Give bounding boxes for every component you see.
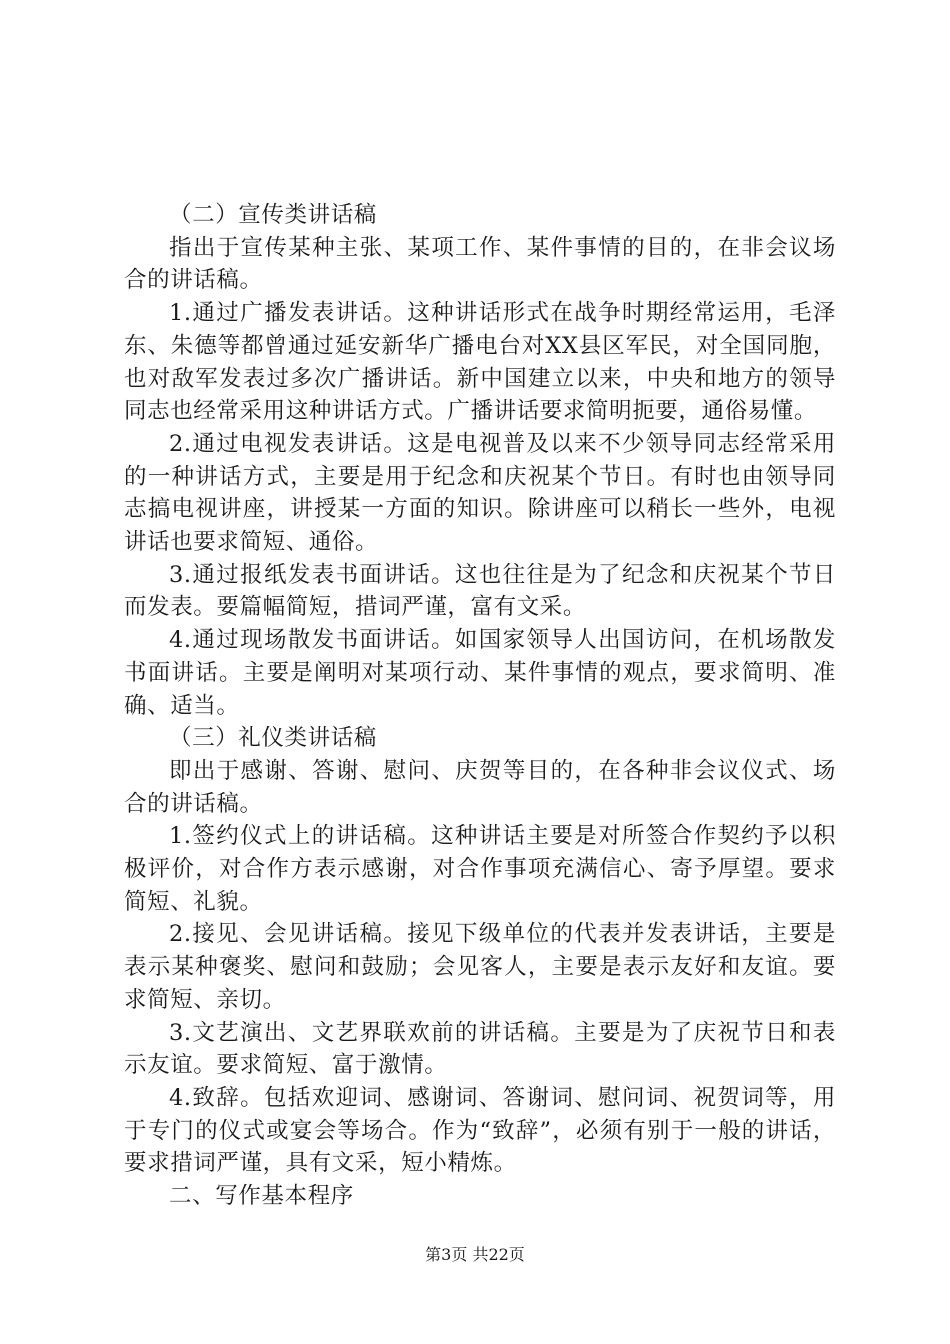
paragraph: 2.接见、会见讲话稿。接见下级单位的代表并发表讲话，主要是表示某种褒奖、慰问和鼓励；会见客人，主要是表示友好和友谊。要求简短、亲切。 xyxy=(124,921,836,1013)
section-heading-etiquette: （三）礼仪类讲话稿 xyxy=(169,725,377,752)
paragraph: 1.签约仪式上的讲话稿。这种讲话主要是对所签合作契约予以积极评价，对合作方表示感谢，对合作事项充满信心、寄予厚望。要求简短、礼貌。 xyxy=(124,823,836,915)
paragraph: 4.致辞。包括欢迎词、感谢词、答谢词、慰问词、祝贺词等，用于专门的仪式或宴会等场合。作为“致辞”，必须有别于一般的讲话，要求措词严谨，具有文采，短小精炼。 xyxy=(124,1084,836,1177)
paragraph: 3.通过报纸发表书面讲话。这也往往是为了纪念和庆祝某个节日而发表。要篇幅简短，措词严谨，富有文采。 xyxy=(124,561,836,621)
section-heading-writing-procedure: 二、写作基本程序 xyxy=(169,1183,354,1210)
page-number-footer: 第3页 共22页 xyxy=(425,1245,525,1264)
paragraph: 3.文艺演出、文艺界联欢前的讲话稿。主要是为了庆祝节日和表示友谊。要求简短、富于激情。 xyxy=(124,1019,836,1079)
section-heading-publicity: （二）宣传类讲话稿 xyxy=(169,202,377,228)
paragraph: 4.通过现场散发书面讲话。如国家领导人出国访问，在机场散发书面讲话。主要是阐明对某项行动、某件事情的观点，要求简明、准确、适当。 xyxy=(124,627,836,719)
document-body xyxy=(124,199,836,1213)
paragraph: 即出于感谢、答谢、慰问、庆贺等目的，在各种非会议仪式、场合的讲话稿。 xyxy=(124,757,836,817)
paragraph: 2.通过电视发表讲话。这是电视普及以来不少领导同志经常采用的一种讲话方式，主要是用于纪念和庆祝某个节日。有时也由领导同志搞电视讲座，讲授某一方面的知识。除讲座可以稍长一些外，电视讲话也要求简短、通俗。 xyxy=(124,430,836,556)
paragraph: 指出于宣传某种主张、某项工作、某件事情的目的，在非会议场合的讲话稿。 xyxy=(124,234,836,294)
paragraph: 1.通过广播发表讲话。这种讲话形式在战争时期经常运用，毛泽东、朱德等都曾通过延安新华广播电台对XX县区军民，对全国同胞，也对敌军发表过多次广播讲话。新中国建立以来，中央和地方的领导同志也经常采用这种讲话方式。广播讲话要求简明扼要，通俗易懂。 xyxy=(124,300,836,425)
